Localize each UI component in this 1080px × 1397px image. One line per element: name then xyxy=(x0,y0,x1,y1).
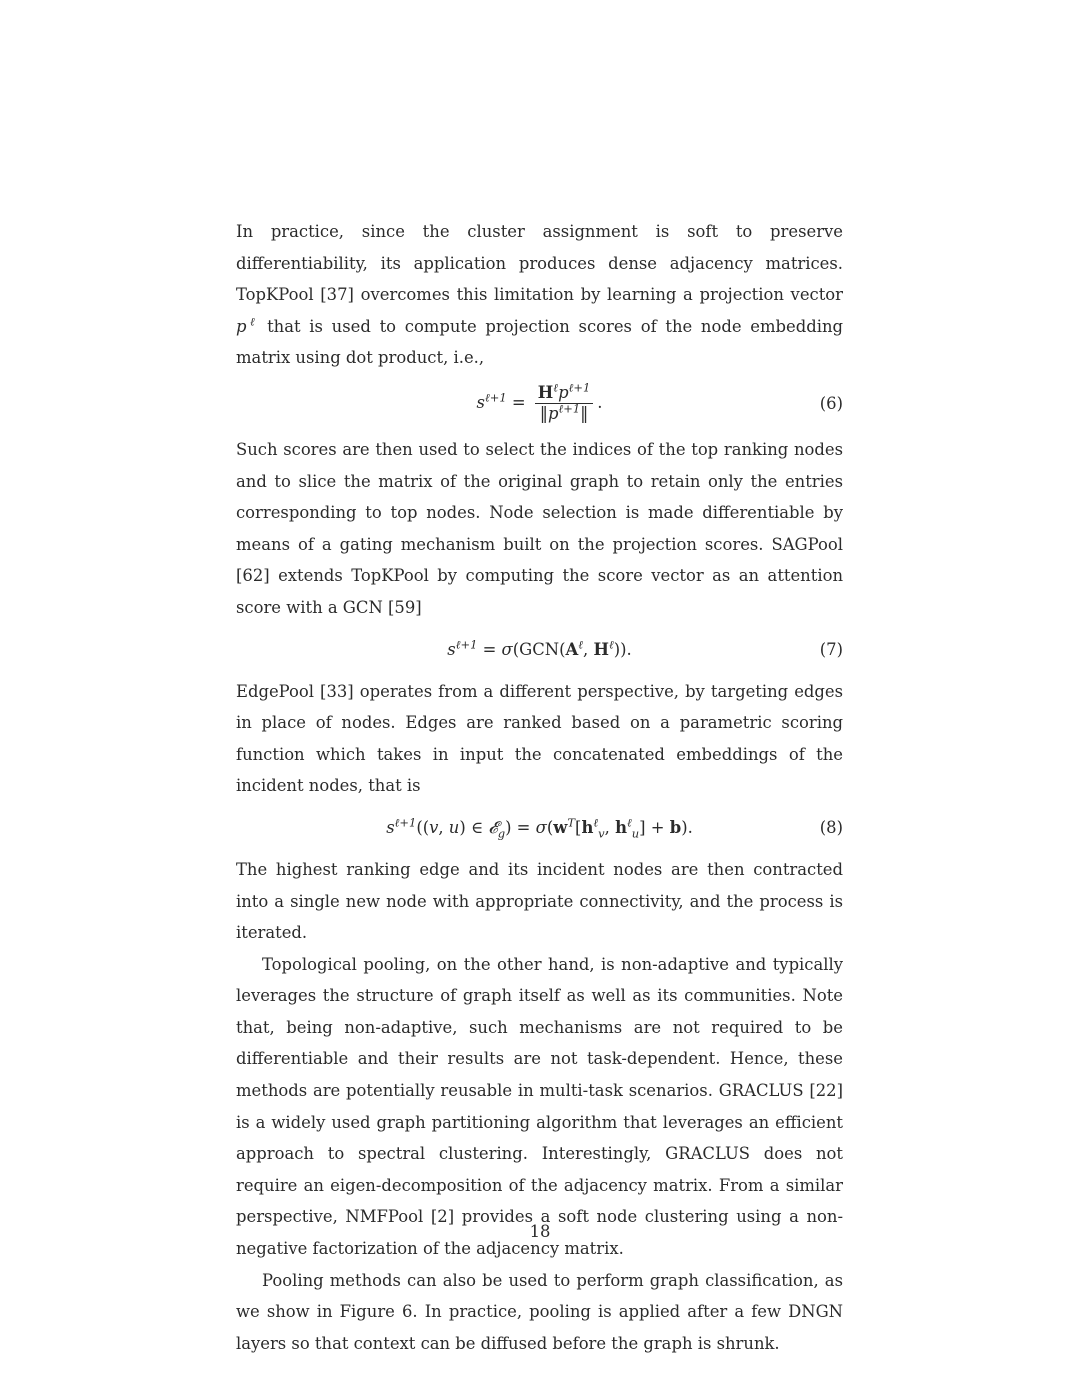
paragraph-1 xyxy=(236,216,843,374)
paragraph-5 xyxy=(236,949,843,1265)
projection-vector-symbol: $p^\ell$ xyxy=(236,314,259,336)
equation-8-body: $s^{\ell+1}((v$, u) ∈ 𝓔$_g$) = $\sigma(w^T[h^\ell_v$, $h^\ell_u] + b$). xyxy=(386,815,693,841)
equation-6-number: (6) xyxy=(819,394,843,414)
equation-8-number: (8) xyxy=(819,818,843,838)
paragraph-6-text: Pooling methods can also be used to perform graph classification, as we show in Figure 6. In practice, pooling is applied after a few DNGN layers so that context can be diffused before the graph is shrunk. xyxy=(236,1270,843,1353)
paragraph-3 xyxy=(236,676,843,802)
paragraph-2-text: Such scores are then used to select the indices of the top ranking nodes and to slice the matrix of the original graph to retain only the entries corresponding to top nodes. Node selection is made differentiable by means of a gating mechanism built on the projection scores. SAGPool [62] extends TopKPool by computing the score vector as an attention score with a GCN [59] xyxy=(236,439,843,617)
equation-6 xyxy=(236,374,843,434)
equation-7-number: (7) xyxy=(819,639,843,659)
equation-6-body: $s^{\ell+1}$ = $\frac{H^\ell p^{\ell+1}}{‖p^{\ell+1}‖}$ . xyxy=(476,380,603,424)
paragraph-6 xyxy=(236,1265,843,1360)
body-text xyxy=(236,216,843,1359)
equation-7-body: $s^{\ell+1} = \sigma(GCN(A^\ell$, $H^\ell$)). xyxy=(447,637,632,659)
paragraph-1-text: In practice, since the cluster assignment is soft to preserve differentiability, its application produces dense adjacency matrices. TopKPool [37] overcomes this limitation by learning a projection vector xyxy=(236,222,843,305)
paragraph-1-tail: that is used to compute projection scores of the node embedding matrix using dot product, i.e., xyxy=(236,316,843,368)
paragraph-2 xyxy=(236,434,843,624)
equation-7 xyxy=(236,624,843,676)
equation-8 xyxy=(236,802,843,854)
equation-6-fraction: $\frac{H^\ell p^{\ell+1}}{‖p^{\ell+1}‖}$ xyxy=(535,384,593,423)
paragraph-4-text: The highest ranking edge and its incident nodes are then contracted into a single new node with appropriate connectivity, and the process is iterated. xyxy=(236,859,843,943)
paragraph-5-text: Topological pooling, on the other hand, is non-adaptive and typically leverages the structure of graph itself as well as its communities. Note that, being non-adaptive, such mechanisms are not required to be differentiable and their results are not task-dependent. Hence, these methods are potentially reusable in multi-task scenarios. GRACLUS [22] is a widely used graph partitioning algorithm that leverages an efficient approach to spectral clustering. Interestingly, GRACLUS does not require an eigen-decomposition of the adjacency matrix. From a similar perspective, NMFPool [2] provides a soft node clustering using a non-negative factorization of the adjacency matrix. xyxy=(236,954,843,1259)
page-number: 18 xyxy=(529,1222,551,1241)
paragraph-3-text: EdgePool [33] operates from a different perspective, by targeting edges in place of nodes. Edges are ranked based on a parametric scoring function which takes in input the concatenated embeddings of the incident nodes, that is xyxy=(236,681,843,796)
paragraph-4 xyxy=(236,854,843,949)
